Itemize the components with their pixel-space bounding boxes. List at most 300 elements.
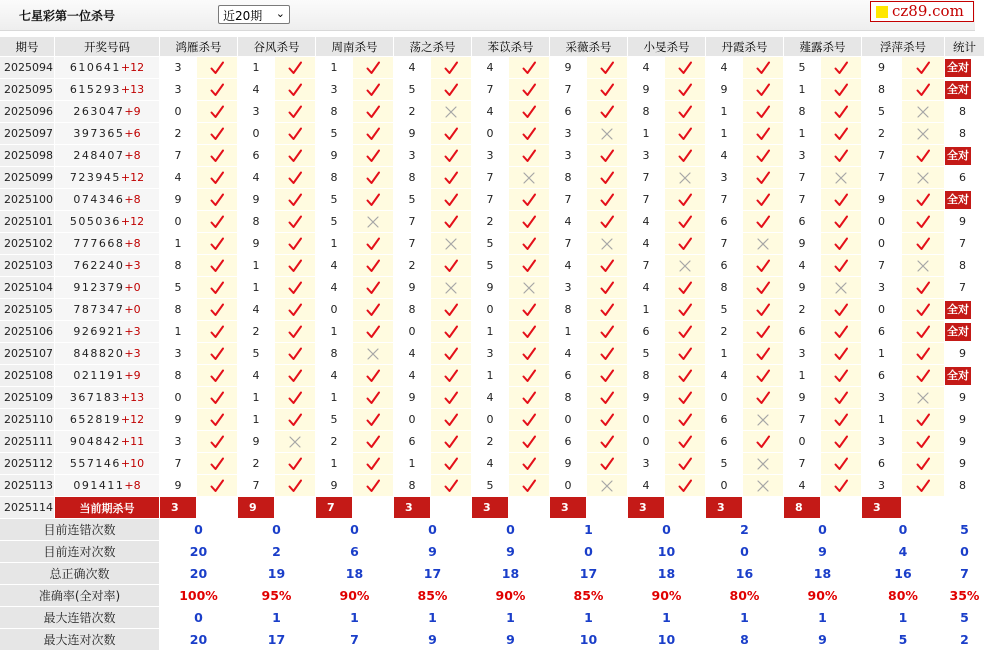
stat-label: 最大连对次数: [0, 629, 160, 651]
kill-number: 0: [550, 475, 587, 497]
hit-mark: [275, 101, 316, 123]
kill-number: 3: [238, 101, 275, 123]
miss-mark: [743, 453, 784, 475]
cross-icon: [678, 259, 692, 273]
check-icon: [678, 457, 692, 471]
kill-number: 1: [316, 387, 353, 409]
cross-icon: [756, 413, 770, 427]
check-icon: [916, 413, 930, 427]
hit-mark: [665, 123, 706, 145]
hit-mark: [197, 321, 238, 343]
kill-number: 9: [238, 233, 275, 255]
kill-number: 5: [784, 57, 821, 79]
kill-number: 9: [394, 387, 431, 409]
kill-number: 5: [316, 123, 353, 145]
kill-number: 2: [394, 255, 431, 277]
check-icon: [210, 171, 224, 185]
kill-number: 1: [238, 409, 275, 431]
cross-icon: [444, 105, 458, 119]
hit-mark: [197, 365, 238, 387]
cross-icon: [834, 281, 848, 295]
check-icon: [678, 303, 692, 317]
draw-sum: +3: [124, 259, 141, 272]
hit-mark: [431, 387, 472, 409]
hit-mark: [509, 321, 550, 343]
check-icon: [756, 435, 770, 449]
kill-number: 3: [550, 145, 587, 167]
hit-mark: [821, 431, 862, 453]
check-icon: [834, 193, 848, 207]
check-icon: [756, 61, 770, 75]
kill-number: 0: [394, 321, 431, 343]
miss-mark: [743, 475, 784, 497]
column-header-killer: 谷风杀号: [238, 37, 316, 57]
hit-mark: [509, 365, 550, 387]
stat-value: 5: [945, 519, 985, 541]
check-icon: [522, 391, 536, 405]
stat-label: 目前连错次数: [0, 519, 160, 541]
stat-value: 1: [628, 607, 706, 629]
kill-number: 7: [238, 475, 275, 497]
kill-number: 6: [706, 431, 743, 453]
hit-mark: [275, 189, 316, 211]
kill-number: 1: [550, 321, 587, 343]
kill-number: 7: [862, 167, 902, 189]
stat-value: 9: [784, 541, 862, 563]
column-header-killer: 丹霞杀号: [706, 37, 784, 57]
hit-mark: [587, 321, 628, 343]
kill-number: 4: [394, 57, 431, 79]
hit-mark: [587, 365, 628, 387]
kill-number: 6: [862, 365, 902, 387]
kill-number: 7: [706, 233, 743, 255]
cross-icon: [834, 171, 848, 185]
kill-number: 4: [472, 453, 509, 475]
check-icon: [444, 193, 458, 207]
check-icon: [522, 259, 536, 273]
check-icon: [678, 413, 692, 427]
column-header-stat: 统计: [945, 37, 985, 57]
hit-mark: [509, 211, 550, 233]
hit-mark: [275, 321, 316, 343]
check-icon: [366, 391, 380, 405]
kill-number: 4: [472, 101, 509, 123]
draw-sum: +6: [124, 127, 141, 140]
kill-number: 3: [160, 431, 197, 453]
check-icon: [600, 105, 614, 119]
check-icon: [600, 325, 614, 339]
hit-mark: [665, 409, 706, 431]
kill-number: 8: [394, 167, 431, 189]
miss-mark: [587, 233, 628, 255]
draw-number: [55, 189, 160, 211]
kill-number: 7: [628, 189, 665, 211]
check-icon: [288, 413, 302, 427]
check-icon: [366, 325, 380, 339]
current-kill-blank: [743, 497, 784, 519]
stat-value: 7: [316, 629, 394, 651]
check-icon: [288, 127, 302, 141]
kill-number: 3: [550, 277, 587, 299]
cross-icon: [756, 237, 770, 251]
check-icon: [916, 149, 930, 163]
draw-number: [55, 167, 160, 189]
hit-mark: [587, 79, 628, 101]
check-icon: [210, 457, 224, 471]
cross-icon: [522, 281, 536, 295]
stat-value: 9: [784, 629, 862, 651]
kill-number: 4: [238, 79, 275, 101]
draw-number: [55, 321, 160, 343]
hit-mark: [197, 475, 238, 497]
hit-mark: [743, 79, 784, 101]
kill-number: 1: [238, 387, 275, 409]
check-icon: [678, 347, 692, 361]
check-icon: [600, 457, 614, 471]
kill-number: 9: [394, 277, 431, 299]
stat-value: 80%: [862, 585, 945, 607]
draw-sum: +13: [120, 83, 145, 96]
draw-number: [55, 409, 160, 431]
kill-number: 5: [706, 299, 743, 321]
kill-number: 9: [316, 475, 353, 497]
current-kill-blank: [587, 497, 628, 519]
brand-logo[interactable]: [870, 1, 974, 22]
kill-number: 5: [472, 255, 509, 277]
draw-sum: +9: [124, 369, 141, 382]
kill-number: 7: [784, 189, 821, 211]
check-icon: [916, 303, 930, 317]
current-kill-blank: [353, 497, 394, 519]
hit-mark: [431, 255, 472, 277]
check-icon: [756, 347, 770, 361]
stat-value: 2: [706, 519, 784, 541]
stat-value: 9: [472, 629, 550, 651]
kill-number: 3: [628, 453, 665, 475]
draw-sum: +10: [120, 457, 145, 470]
current-kill-number: 3: [472, 497, 509, 519]
check-icon: [366, 171, 380, 185]
hit-mark: [431, 123, 472, 145]
kill-number: 3: [706, 167, 743, 189]
kill-number: 1: [706, 101, 743, 123]
kill-number: 0: [472, 123, 509, 145]
period-id: 2025107: [0, 343, 55, 365]
current-kill-blank: [197, 497, 238, 519]
kill-number: 7: [394, 211, 431, 233]
kill-number: 7: [472, 167, 509, 189]
all-correct-badge: 全对: [945, 323, 971, 341]
check-icon: [444, 413, 458, 427]
kill-number: 1: [316, 233, 353, 255]
hit-mark: [275, 255, 316, 277]
kill-number: 8: [628, 101, 665, 123]
kill-number: 6: [784, 321, 821, 343]
current-kill-number: 3: [706, 497, 743, 519]
stat-value: 19: [238, 563, 316, 585]
check-icon: [678, 391, 692, 405]
hit-mark: [197, 299, 238, 321]
kill-number: 9: [628, 79, 665, 101]
kill-number: 0: [862, 233, 902, 255]
hit-mark: [509, 255, 550, 277]
check-icon: [916, 193, 930, 207]
check-icon: [522, 325, 536, 339]
correct-count: 7: [945, 233, 985, 255]
draw-digits: 263047: [73, 105, 125, 118]
kill-number: 7: [784, 453, 821, 475]
hit-mark: [902, 321, 945, 343]
period-id: 2025106: [0, 321, 55, 343]
stat-value: 0: [862, 519, 945, 541]
hit-mark: [665, 365, 706, 387]
miss-mark: [902, 167, 945, 189]
hit-mark: [509, 299, 550, 321]
hit-mark: [665, 321, 706, 343]
stat-value: 18: [628, 563, 706, 585]
hit-mark: [197, 233, 238, 255]
kill-number: 4: [784, 475, 821, 497]
stat-value: 1: [550, 607, 628, 629]
stat-value: 1: [550, 519, 628, 541]
kill-number: 1: [238, 277, 275, 299]
stat-value: 1: [784, 607, 862, 629]
period-id: 2025105: [0, 299, 55, 321]
miss-mark: [275, 431, 316, 453]
hit-mark: [275, 167, 316, 189]
check-icon: [834, 149, 848, 163]
correct-count: 6: [945, 167, 985, 189]
draw-number: [55, 475, 160, 497]
kill-number: 6: [238, 145, 275, 167]
draw-sum: +8: [124, 149, 141, 162]
check-icon: [834, 479, 848, 493]
stat-value: 90%: [316, 585, 394, 607]
hit-mark: [197, 167, 238, 189]
stat-value: 16: [706, 563, 784, 585]
kill-number: 4: [238, 299, 275, 321]
kill-number: 0: [160, 101, 197, 123]
kill-number: 4: [628, 277, 665, 299]
kill-number: 9: [160, 475, 197, 497]
draw-sum: +12: [120, 171, 145, 184]
check-icon: [288, 281, 302, 295]
draw-sum: +11: [120, 435, 145, 448]
check-icon: [834, 215, 848, 229]
kill-number: 6: [862, 453, 902, 475]
all-correct-badge: 全对: [945, 191, 971, 209]
hit-mark: [743, 189, 784, 211]
check-icon: [444, 83, 458, 97]
stat-value: 4: [862, 541, 945, 563]
check-icon: [756, 193, 770, 207]
check-icon: [600, 347, 614, 361]
current-kill-blank: [902, 497, 945, 519]
check-icon: [444, 391, 458, 405]
check-icon: [366, 149, 380, 163]
kill-number: 0: [550, 409, 587, 431]
hit-mark: [509, 101, 550, 123]
stat-value: 0: [784, 519, 862, 541]
hit-mark: [587, 409, 628, 431]
hit-mark: [902, 475, 945, 497]
kill-number: 5: [316, 409, 353, 431]
kill-number: 3: [316, 79, 353, 101]
check-icon: [756, 149, 770, 163]
kill-number: 1: [862, 409, 902, 431]
hit-mark: [353, 189, 394, 211]
column-header-killer: 苯苡杀号: [472, 37, 550, 57]
check-icon: [366, 193, 380, 207]
kill-number: 0: [472, 299, 509, 321]
miss-mark: [431, 233, 472, 255]
stat-value: 9: [394, 541, 472, 563]
check-icon: [288, 325, 302, 339]
miss-mark: [902, 387, 945, 409]
kill-number: 5: [628, 343, 665, 365]
stat-value: 35%: [945, 585, 985, 607]
kill-number: 1: [784, 79, 821, 101]
hit-mark: [275, 123, 316, 145]
check-icon: [444, 347, 458, 361]
kill-number: 4: [238, 167, 275, 189]
hit-mark: [743, 365, 784, 387]
current-kill-number: 9: [238, 497, 275, 519]
hit-mark: [275, 343, 316, 365]
kill-number: 4: [316, 255, 353, 277]
hit-mark: [821, 101, 862, 123]
kill-number: 8: [628, 365, 665, 387]
check-icon: [756, 105, 770, 119]
kill-number: 3: [160, 343, 197, 365]
period-id: 2025109: [0, 387, 55, 409]
kill-number: 4: [316, 277, 353, 299]
draw-digits: 557146: [69, 457, 121, 470]
draw-number: [55, 343, 160, 365]
period-select[interactable]: [218, 5, 290, 24]
stat-value: 95%: [238, 585, 316, 607]
period-id: 2025098: [0, 145, 55, 167]
kill-number: 2: [238, 321, 275, 343]
kill-number: 7: [784, 167, 821, 189]
kill-number: 0: [862, 299, 902, 321]
check-icon: [678, 435, 692, 449]
kill-number: 7: [160, 453, 197, 475]
draw-digits: 610641: [69, 61, 121, 74]
kill-number: 0: [628, 409, 665, 431]
hit-mark: [587, 277, 628, 299]
miss-mark: [431, 101, 472, 123]
stat-value: 20: [160, 629, 238, 651]
check-icon: [600, 435, 614, 449]
current-kill-blank: [665, 497, 706, 519]
hit-mark: [665, 233, 706, 255]
hit-mark: [821, 299, 862, 321]
check-icon: [678, 237, 692, 251]
check-icon: [600, 303, 614, 317]
draw-number: [55, 79, 160, 101]
miss-mark: [587, 123, 628, 145]
stat-value: 18: [784, 563, 862, 585]
draw-sum: +3: [124, 325, 141, 338]
check-icon: [522, 149, 536, 163]
draw-digits: 912379: [73, 281, 125, 294]
current-stat-blank: [945, 497, 985, 519]
stat-value: 17: [394, 563, 472, 585]
draw-digits: 787347: [73, 303, 125, 316]
stat-value: 1: [472, 607, 550, 629]
kill-number: 3: [160, 57, 197, 79]
check-icon: [210, 303, 224, 317]
period-select-value: 近20期: [223, 9, 263, 23]
column-header-killer: 周南杀号: [316, 37, 394, 57]
kill-number: 9: [238, 431, 275, 453]
hit-mark: [821, 475, 862, 497]
hit-mark: [902, 79, 945, 101]
kill-number: 7: [706, 189, 743, 211]
kill-number: 7: [550, 79, 587, 101]
stat-value: 10: [628, 541, 706, 563]
stat-value: 85%: [394, 585, 472, 607]
current-period-id: 2025114: [0, 497, 55, 519]
check-icon: [834, 303, 848, 317]
draw-sum: +12: [120, 215, 145, 228]
check-icon: [444, 303, 458, 317]
check-icon: [916, 457, 930, 471]
draw-digits: 505036: [69, 215, 121, 228]
stat-value: 1: [238, 607, 316, 629]
check-icon: [756, 83, 770, 97]
stat-value: 5: [945, 607, 985, 629]
stat-value: 18: [472, 563, 550, 585]
hit-mark: [197, 409, 238, 431]
check-icon: [756, 369, 770, 383]
hit-mark: [743, 277, 784, 299]
check-icon: [756, 127, 770, 141]
check-icon: [834, 457, 848, 471]
kill-number: 4: [394, 343, 431, 365]
check-icon: [522, 369, 536, 383]
check-icon: [916, 369, 930, 383]
correct-count: 9: [945, 387, 985, 409]
current-kill-number: 3: [550, 497, 587, 519]
check-icon: [288, 61, 302, 75]
check-icon: [366, 83, 380, 97]
draw-digits: 615293: [69, 83, 121, 96]
hit-mark: [275, 365, 316, 387]
kill-number: 7: [472, 189, 509, 211]
check-icon: [210, 479, 224, 493]
check-icon: [522, 61, 536, 75]
stat-value: 10: [550, 629, 628, 651]
cross-icon: [916, 105, 930, 119]
kill-number: 3: [862, 277, 902, 299]
column-header-killer: 小旻杀号: [628, 37, 706, 57]
stat-value: 7: [945, 563, 985, 585]
kill-number: 1: [706, 343, 743, 365]
kill-number: 3: [862, 431, 902, 453]
check-icon: [210, 127, 224, 141]
stat-value: 0: [628, 519, 706, 541]
stat-value: 80%: [706, 585, 784, 607]
check-icon: [444, 325, 458, 339]
current-kill-blank: [275, 497, 316, 519]
check-icon: [288, 237, 302, 251]
period-id: 2025100: [0, 189, 55, 211]
kill-number: 5: [706, 453, 743, 475]
hit-mark: [509, 145, 550, 167]
kill-number: 4: [628, 57, 665, 79]
